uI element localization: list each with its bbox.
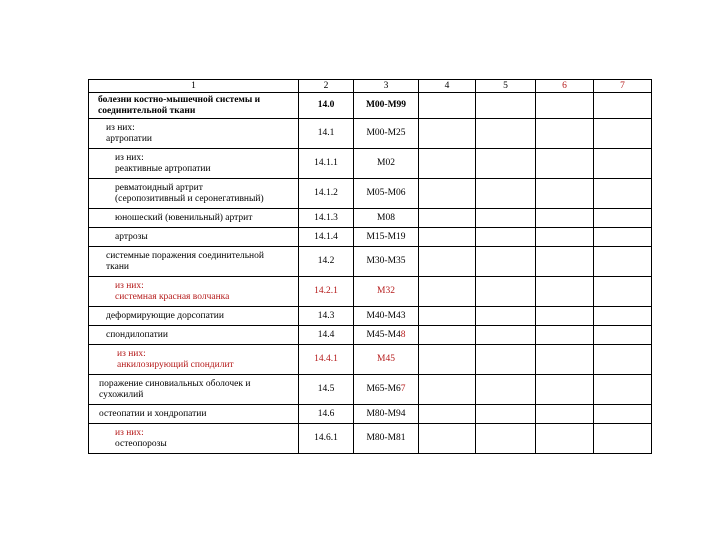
value-cell-5: [476, 277, 536, 307]
icd-code-cell: M32: [354, 277, 419, 307]
header-col-5: 5: [476, 80, 536, 93]
value-cell-6: [536, 326, 594, 345]
value-cell-7: [594, 326, 652, 345]
table-row: [89, 179, 652, 209]
line-code-cell: 14.2: [299, 247, 354, 277]
value-cell-4: [419, 375, 476, 405]
disease-name-line: болезни костно-мышечной системы и: [98, 94, 261, 105]
disease-name-line: анкилозирующий спондилит: [117, 359, 234, 370]
icd-code-text: M65-M6: [366, 384, 401, 394]
value-cell-4: [419, 149, 476, 179]
line-code-cell: 14.4.1: [299, 345, 354, 375]
value-cell-6: [536, 93, 594, 119]
icd-code-cell: [354, 375, 419, 405]
line-code-cell: 14.0: [299, 93, 354, 119]
header-col-3: 3: [354, 80, 419, 93]
line-code-cell: 14.2.1: [299, 277, 354, 307]
value-cell-7: [594, 277, 652, 307]
value-cell-4: [419, 179, 476, 209]
table-row: [89, 228, 652, 247]
value-cell-4: [419, 424, 476, 454]
header-row: [89, 80, 652, 93]
disease-name-line: (серопозитивный и серонегативный): [115, 193, 264, 204]
statistics-table: [88, 79, 652, 454]
value-cell-5: [476, 345, 536, 375]
disease-name-line: юношеский (ювенильный) артрит: [115, 212, 253, 223]
icd-code-text: M45-M4: [366, 329, 401, 340]
disease-name-line: спондилопатии: [106, 329, 168, 340]
table-row: [89, 93, 652, 119]
line-code-cell: 14.1.4: [299, 228, 354, 247]
icd-code-cell: M45: [354, 345, 419, 375]
disease-name-line: остеопатии и хондропатии: [99, 408, 207, 419]
disease-name-line: из них:: [115, 427, 144, 438]
disease-name-cell: [89, 424, 299, 454]
value-cell-6: [536, 119, 594, 149]
icd-code-cell: M08: [354, 209, 419, 228]
icd-code-cell: M15-M19: [354, 228, 419, 247]
value-cell-4: [419, 209, 476, 228]
disease-name-line: артрозы: [115, 231, 148, 242]
table-row: [89, 405, 652, 424]
table-row: [89, 247, 652, 277]
value-cell-5: [476, 405, 536, 424]
table-row: [89, 209, 652, 228]
disease-name-line: системные поражения соединительной: [106, 250, 264, 261]
value-cell-5: [476, 149, 536, 179]
value-cell-7: [594, 209, 652, 228]
icd-code-cell: M80-M81: [354, 424, 419, 454]
value-cell-4: [419, 93, 476, 119]
value-cell-5: [476, 326, 536, 345]
value-cell-7: [594, 149, 652, 179]
disease-name-line: артропатии: [106, 133, 152, 144]
table-row: [89, 307, 652, 326]
value-cell-4: [419, 277, 476, 307]
disease-name-line: остеопорозы: [115, 438, 167, 449]
value-cell-5: [476, 375, 536, 405]
value-cell-7: [594, 405, 652, 424]
icd-code-cell: M00-M99: [354, 93, 419, 119]
value-cell-4: [419, 307, 476, 326]
disease-name-cell: [89, 345, 299, 375]
value-cell-5: [476, 119, 536, 149]
icd-code-cell: M02: [354, 149, 419, 179]
disease-name-line: из них:: [115, 152, 144, 163]
header-col-7: 7: [594, 80, 652, 93]
disease-name-line: из них:: [117, 348, 146, 359]
value-cell-7: [594, 307, 652, 326]
line-code-cell: 14.6.1: [299, 424, 354, 454]
disease-name-line: реактивные артропатии: [115, 163, 211, 174]
value-cell-6: [536, 247, 594, 277]
table-row: [89, 326, 652, 345]
header-col-1: 1: [89, 80, 299, 93]
value-cell-4: [419, 326, 476, 345]
value-cell-5: [476, 307, 536, 326]
disease-name-cell: [89, 228, 299, 247]
value-cell-4: [419, 228, 476, 247]
table-row: [89, 424, 652, 454]
value-cell-5: [476, 228, 536, 247]
icd-code-suffix: 8: [400, 329, 406, 340]
disease-name-cell: [89, 247, 299, 277]
icd-code-cell: M40-M43: [354, 307, 419, 326]
value-cell-5: [476, 93, 536, 119]
disease-name-cell: [89, 119, 299, 149]
icd-code-cell: M05-M06: [354, 179, 419, 209]
icd-code-cell: M80-M94: [354, 405, 419, 424]
value-cell-6: [536, 424, 594, 454]
value-cell-5: [476, 247, 536, 277]
header-col-6: 6: [536, 80, 594, 93]
value-cell-5: [476, 179, 536, 209]
line-code-cell: 14.1.3: [299, 209, 354, 228]
table-row: [89, 345, 652, 375]
line-code-cell: 14.1: [299, 119, 354, 149]
disease-name-cell: [89, 93, 299, 119]
icd-code-cell: M00-M25: [354, 119, 419, 149]
value-cell-7: [594, 179, 652, 209]
disease-name-cell: [89, 375, 299, 405]
value-cell-7: [594, 345, 652, 375]
value-cell-6: [536, 277, 594, 307]
line-code-cell: 14.4: [299, 326, 354, 345]
value-cell-6: [536, 307, 594, 326]
value-cell-7: [594, 247, 652, 277]
table-row: [89, 149, 652, 179]
disease-name-line: из них:: [106, 122, 135, 133]
disease-name-line: системная красная волчанка: [115, 291, 230, 302]
line-code-cell: 14.5: [299, 375, 354, 405]
value-cell-7: [594, 375, 652, 405]
value-cell-6: [536, 375, 594, 405]
value-cell-7: [594, 93, 652, 119]
icd-code-suffix: 7: [400, 384, 406, 394]
header-col-4: 4: [419, 80, 476, 93]
line-code-cell: 14.3: [299, 307, 354, 326]
disease-name-cell: [89, 209, 299, 228]
value-cell-7: [594, 228, 652, 247]
value-cell-4: [419, 405, 476, 424]
disease-name-cell: [89, 307, 299, 326]
disease-name-cell: [89, 326, 299, 345]
disease-name-line: поражение синовиальных оболочек и: [99, 378, 251, 389]
line-code-cell: 14.6: [299, 405, 354, 424]
line-code-cell: 14.1.2: [299, 179, 354, 209]
disease-name-line: соединительной ткани: [98, 105, 196, 116]
value-cell-6: [536, 345, 594, 375]
header-col-2: 2: [299, 80, 354, 93]
disease-name-line: сухожилий: [99, 389, 144, 400]
value-cell-4: [419, 247, 476, 277]
value-cell-6: [536, 228, 594, 247]
disease-name-line: ревматоидный артрит: [115, 182, 203, 193]
value-cell-5: [476, 209, 536, 228]
disease-name-cell: [89, 179, 299, 209]
value-cell-4: [419, 119, 476, 149]
table-row: [89, 119, 652, 149]
icd-code-cell: [354, 326, 419, 345]
disease-name-line: деформирующие дорсопатии: [106, 310, 224, 321]
value-cell-6: [536, 209, 594, 228]
value-cell-7: [594, 119, 652, 149]
disease-name-cell: [89, 149, 299, 179]
disease-name-cell: [89, 277, 299, 307]
table-row: [89, 277, 652, 307]
value-cell-6: [536, 149, 594, 179]
table-row: [89, 375, 652, 405]
value-cell-7: [594, 424, 652, 454]
value-cell-5: [476, 424, 536, 454]
value-cell-6: [536, 405, 594, 424]
disease-name-cell: [89, 405, 299, 424]
value-cell-4: [419, 345, 476, 375]
line-code-cell: 14.1.1: [299, 149, 354, 179]
value-cell-6: [536, 179, 594, 209]
disease-name-line: из них:: [115, 280, 144, 291]
icd-code-cell: M30-M35: [354, 247, 419, 277]
disease-name-line: ткани: [106, 261, 130, 272]
